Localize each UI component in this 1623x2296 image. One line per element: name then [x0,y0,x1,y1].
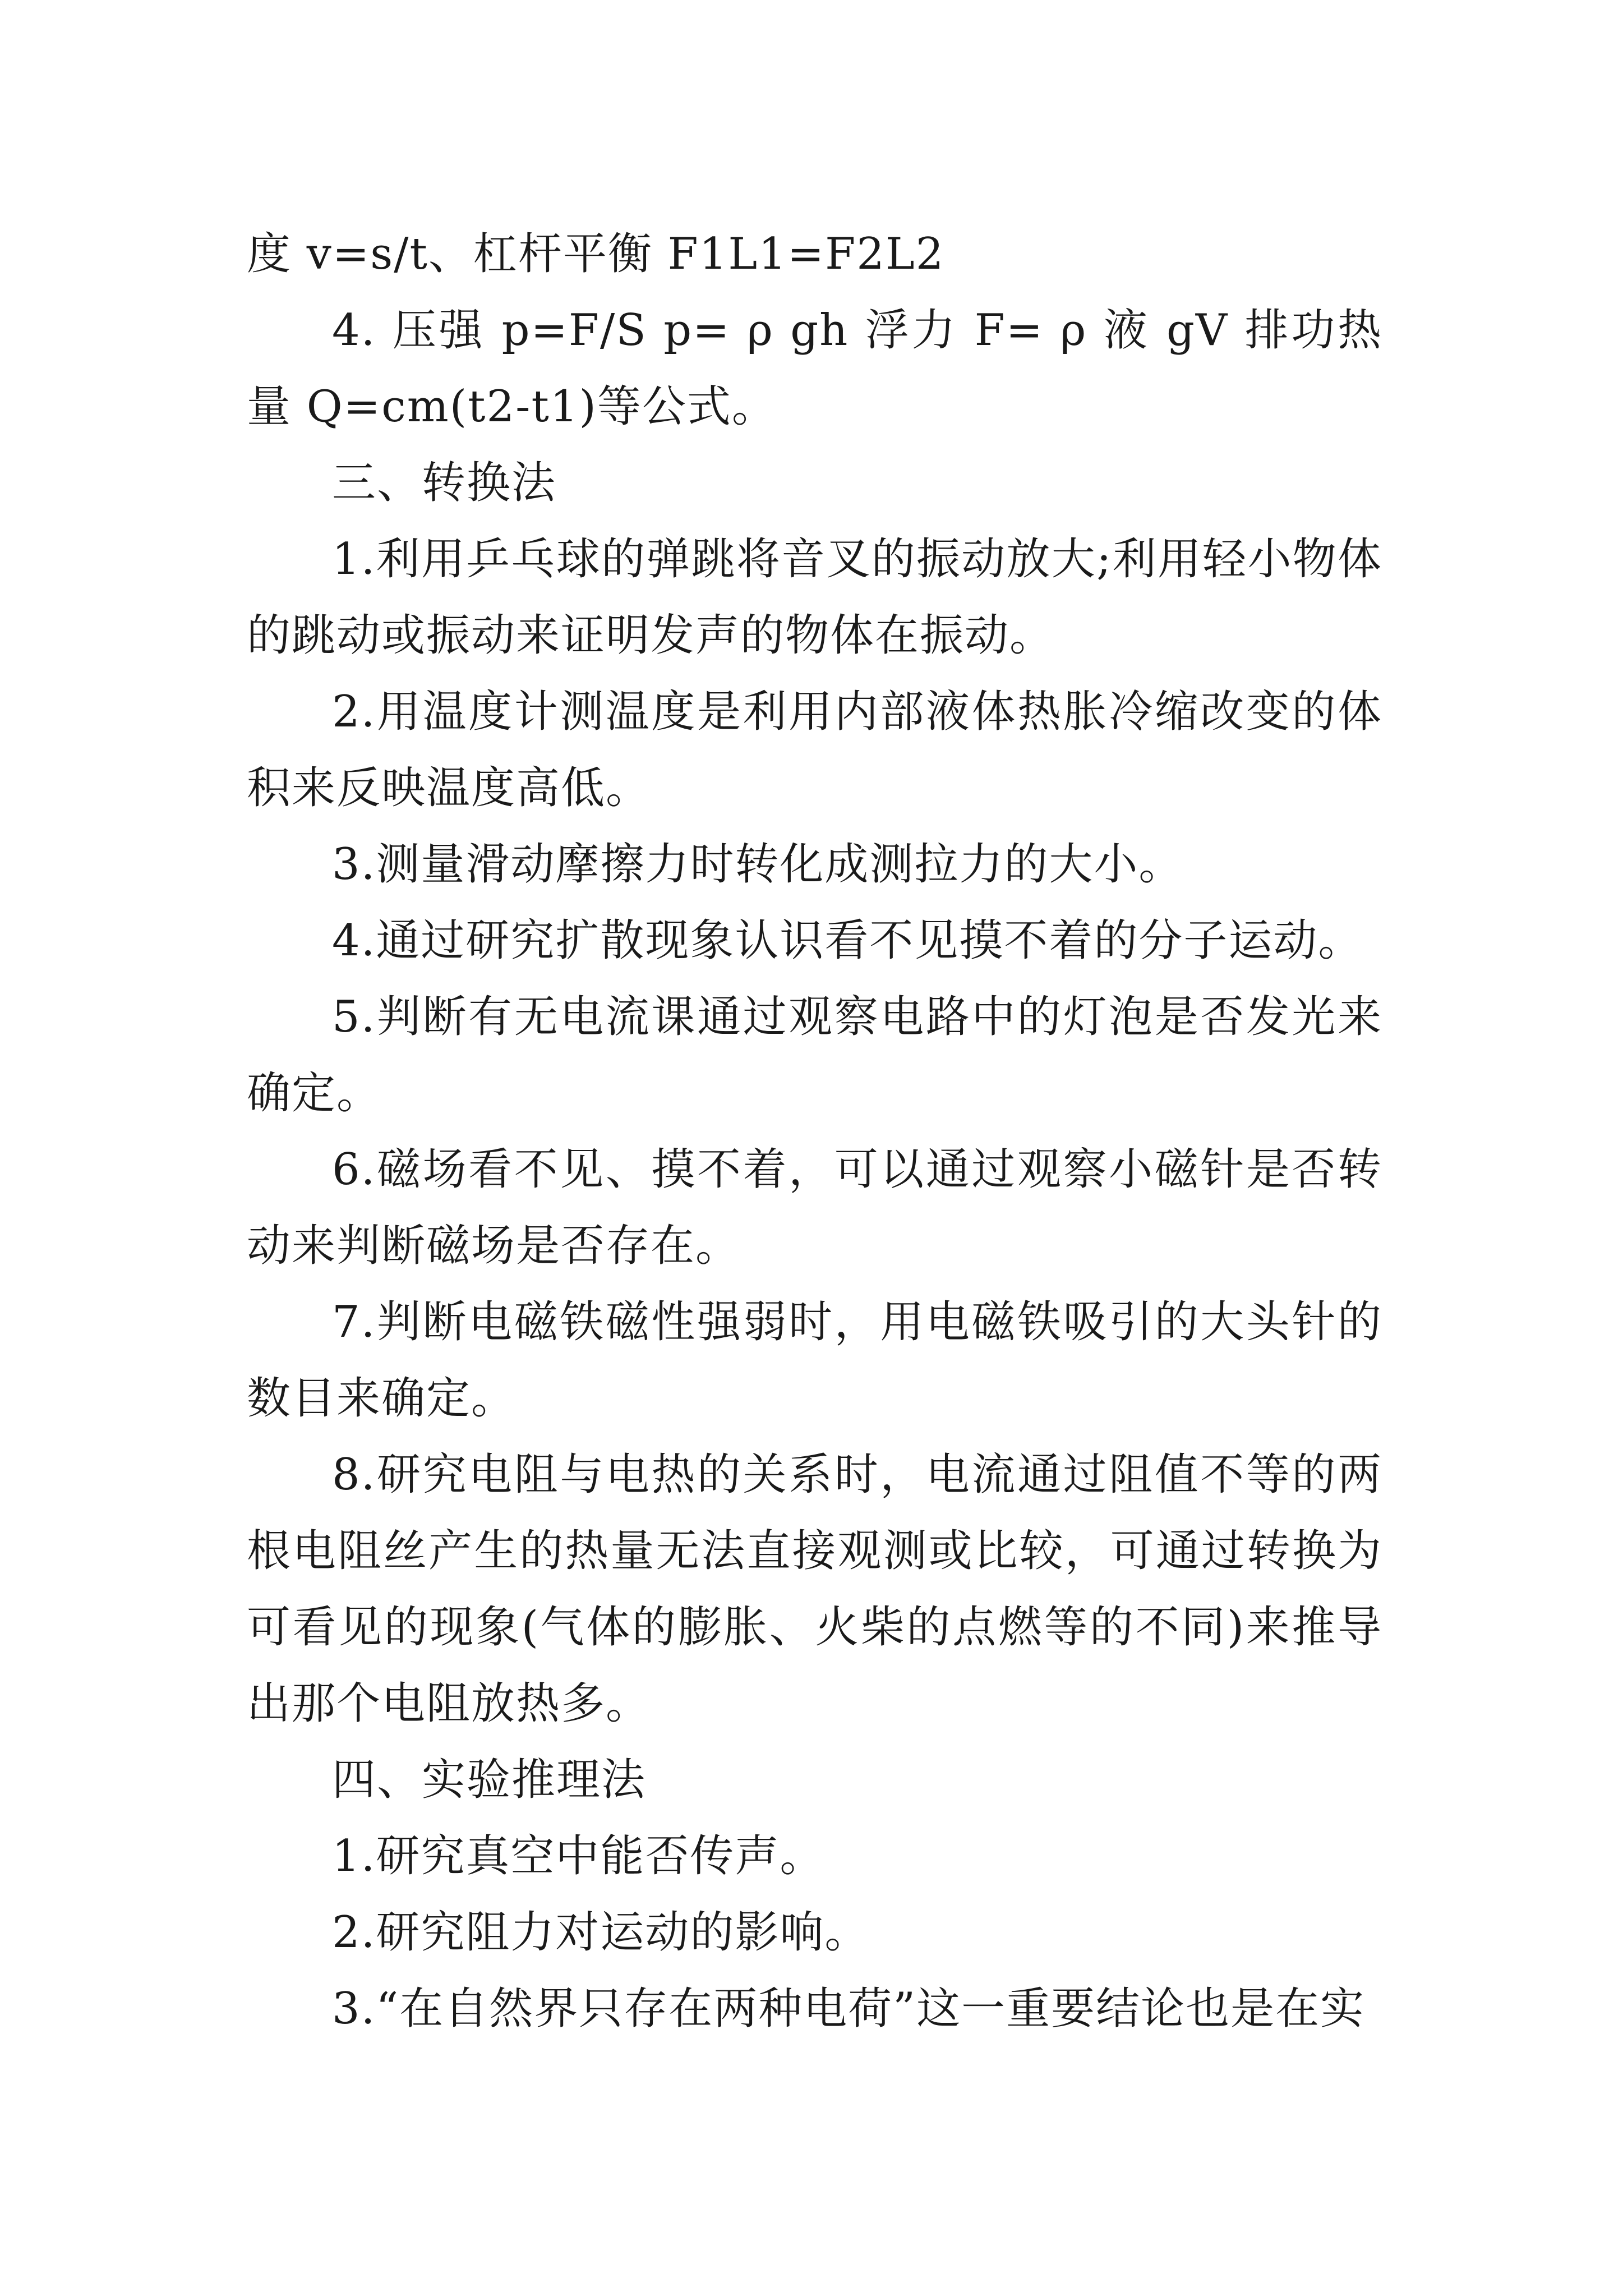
paragraph-item-7: 7.判断电磁铁磁性强弱时，用电磁铁吸引的大头针的数目来确定。 [247,1297,1382,1424]
paragraph-item-5: 5.判断有无电流课通过观察电路中的灯泡是否发光来确定。 [247,992,1382,1119]
paragraph-item-1: 1.利用乒乓球的弹跳将音叉的振动放大;利用轻小物体的跳动或振动来证明发声的物体在振动。 [247,534,1382,661]
paragraph-formula-continuation: 度 v=s/t、杠杆平衡 F1L1=F2L2 [247,229,945,279]
paragraph-item-2: 2.用温度计测温度是利用内部液体热胀冷缩改变的体积来反映温度高低。 [247,687,1382,813]
paragraph-item-6: 6.磁场看不见、摸不着，可以通过观察小磁针是否转动来判断磁场是否存在。 [247,1144,1382,1271]
paragraph-reasoning-item-1: 1.研究真空中能否传声。 [332,1831,825,1881]
paragraph-item-3: 3.测量滑动摩擦力时转化成测拉力的大小。 [332,839,1184,890]
section-heading-experimental-reasoning: 四、实验推理法 [332,1755,647,1805]
paragraph-formula-pressure: 4. 压强 p=F/S p= ρ gh 浮力 F= ρ 液 gV 排功热量 Q=cm(t2-t1)等公式。 [247,305,1382,432]
section-heading-conversion-method: 三、转换法 [332,458,557,508]
paragraph-item-4: 4.通过研究扩散现象认识看不见摸不着的分子运动。 [332,915,1363,966]
document-body [247,216,1382,2047]
paragraph-reasoning-item-3: 3.“在自然界只存在两种电荷”这一重要结论也是在实 [332,1984,1366,2034]
paragraph-item-8: 8.研究电阻与电热的关系时，电流通过阻值不等的两根电阻丝产生的热量无法直接观测或比较，可通过转换为可看见的现象(气体的膨胀、火柴的点燃等的不同)来推导出那个电阻放热多。 [247,1450,1382,1729]
paragraph-reasoning-item-2: 2.研究阻力对运动的影响。 [332,1907,870,1958]
